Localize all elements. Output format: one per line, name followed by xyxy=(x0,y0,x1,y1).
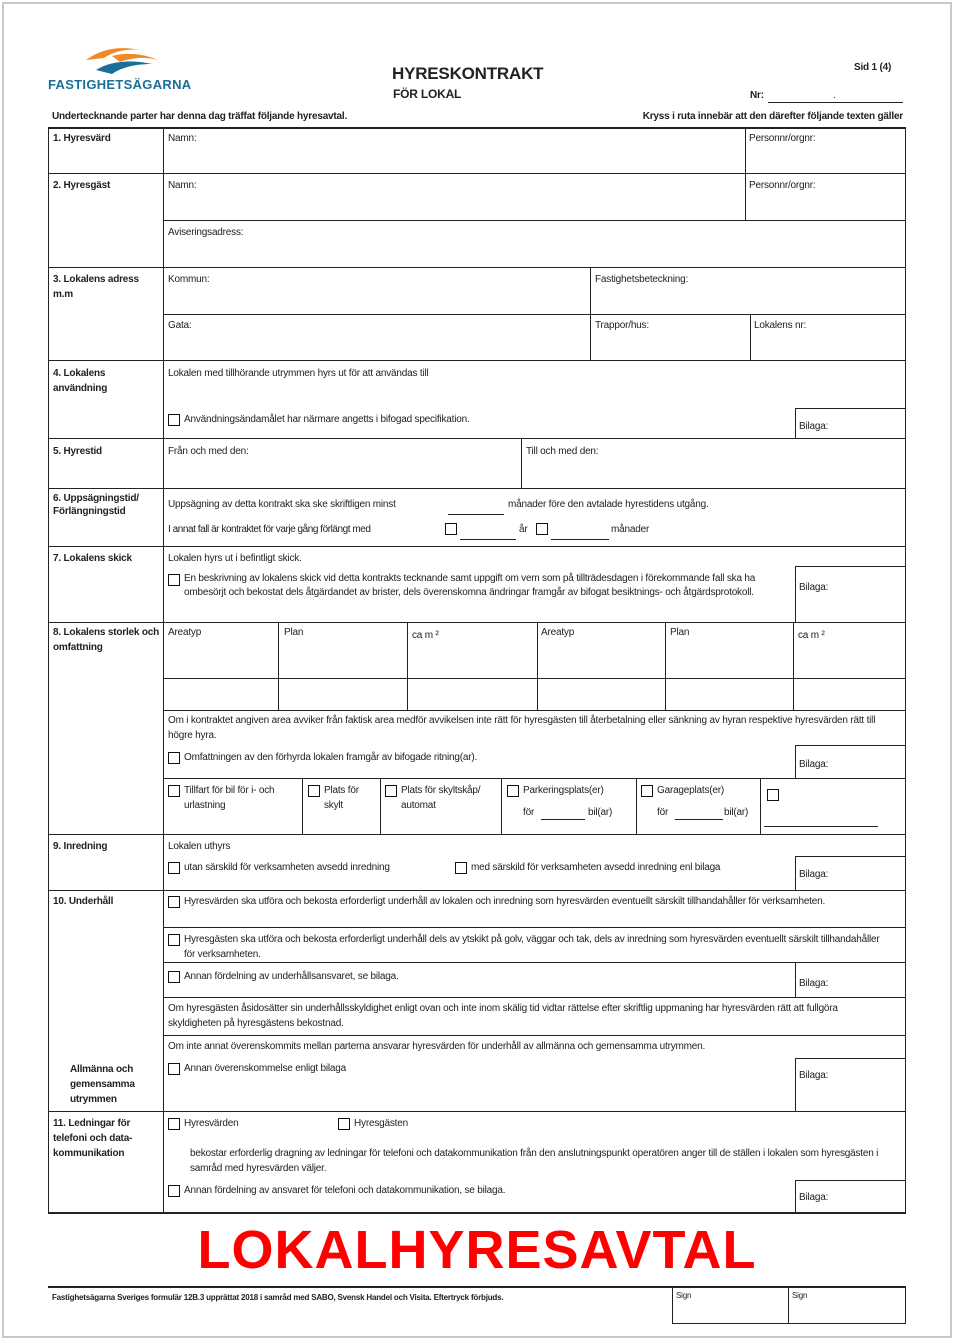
divider xyxy=(760,778,761,834)
without-furnishing-checkbox[interactable] xyxy=(168,862,180,874)
watermark: LOKALHYRESAVTAL xyxy=(197,1220,757,1280)
condition-protocol-checkbox[interactable] xyxy=(168,574,180,586)
section-8-label: 8. Lokalens storlek och omfattning xyxy=(53,627,159,653)
area-deviation-text: Om i kontraktet angiven area avviker från faktisk area medför avvikelsen inte rätt för hyresgästen till återbetalning eller sänkning av hyran respektive hyresvärden rätt till högre hyra. xyxy=(168,715,876,741)
divider xyxy=(795,1180,905,1181)
attachment-field[interactable]: Bilaga: xyxy=(799,1192,829,1203)
section-5-label: 5. Hyrestid xyxy=(53,446,102,457)
parking-checkbox[interactable] xyxy=(507,785,519,797)
divider xyxy=(750,314,751,360)
divider xyxy=(48,546,906,547)
drawings-checkbox[interactable] xyxy=(168,752,180,764)
notice-months-field[interactable] xyxy=(448,514,504,515)
divider xyxy=(302,778,303,834)
parking-count-field[interactable] xyxy=(541,819,585,820)
divider xyxy=(795,1058,796,1111)
area-column-header: Plan xyxy=(284,627,304,638)
property-designation-field[interactable]: Fastighetsbeteckning: xyxy=(595,274,689,285)
nr-dot: . xyxy=(833,90,836,101)
usage-spec-label: Användningsändamålet har närmare angetts i bifogad specifikation. xyxy=(184,414,470,425)
divider xyxy=(793,622,794,710)
notice-text-end: månader före den avtalade hyrestidens utgång. xyxy=(508,499,709,510)
tenant-cabling-checkbox[interactable] xyxy=(338,1118,350,1130)
divider xyxy=(636,778,637,834)
attachment-field[interactable]: Bilaga: xyxy=(799,869,829,880)
garage-cars-label: bil(ar) xyxy=(724,807,749,818)
divider xyxy=(795,408,796,438)
divider xyxy=(795,566,796,622)
landlord-name-field[interactable]: Namn: xyxy=(168,133,197,144)
garage-count-field[interactable] xyxy=(675,819,723,820)
divider xyxy=(163,927,906,928)
landlord-maintenance-label: Hyresvärden ska utföra och bekosta erforderligt underhåll av lokalen och inredning som hyresvärden eventuellt särskilt tillhandahåller för verksamheten. xyxy=(184,896,826,907)
tenant-maintenance-checkbox[interactable] xyxy=(168,934,180,946)
premises-number-field[interactable]: Lokalens nr: xyxy=(754,320,807,331)
divider xyxy=(795,566,905,567)
usage-text: Lokalen med tillhörande utrymmen hyrs ut för att användas till xyxy=(168,368,429,379)
area-column-header: Plan xyxy=(670,627,690,638)
area-column-header: ca m ² xyxy=(798,630,825,641)
divider xyxy=(48,1212,906,1214)
divider xyxy=(278,622,279,710)
logo-text: FASTIGHETSÄGARNA xyxy=(48,77,192,92)
without-furnishing-label: utan särskild för verksamheten avsedd inredning xyxy=(184,862,390,873)
divider xyxy=(48,1111,906,1112)
divider xyxy=(380,778,381,834)
section-7-label: 7. Lokalens skick xyxy=(53,553,132,564)
page-title: HYRESKONTRAKT xyxy=(392,64,544,83)
divider xyxy=(521,438,522,488)
area-column-header: ca m ² xyxy=(412,630,439,641)
extension-years-checkbox[interactable] xyxy=(445,523,457,535)
street-field[interactable]: Gata: xyxy=(168,320,192,331)
divider xyxy=(795,856,905,857)
sign-label-1: Sign xyxy=(676,1291,692,1300)
attachment-field[interactable]: Bilaga: xyxy=(799,1070,829,1081)
divider xyxy=(501,778,502,834)
garage-checkbox[interactable] xyxy=(641,785,653,797)
condition-text: Lokalen hyrs ut i befintligt skick. xyxy=(168,553,302,564)
table-right-border xyxy=(905,127,906,1213)
section-10-label: 10. Underhåll xyxy=(53,896,114,907)
loading-access-label: Tillfart för bil för i- och urlastning xyxy=(184,785,275,811)
landlord-cabling-checkbox[interactable] xyxy=(168,1118,180,1130)
end-date-field[interactable]: Till och med den: xyxy=(526,446,599,457)
divider xyxy=(48,622,906,623)
garage-for-label: för xyxy=(657,807,669,818)
table-left-border xyxy=(48,127,49,1213)
other-agreement-label: Annan överenskommelse enligt bilaga xyxy=(184,1063,346,1074)
other-cabling-checkbox[interactable] xyxy=(168,1185,180,1197)
divider xyxy=(163,710,906,711)
page-number: Sid 1 (4) xyxy=(854,62,892,73)
divider xyxy=(795,745,905,746)
sign-space-label: Plats för skylt xyxy=(324,785,359,811)
tenant-id-field[interactable]: Personnr/orgnr: xyxy=(749,180,816,191)
attachment-field[interactable]: Bilaga: xyxy=(799,759,829,770)
intro-text: Undertecknande parter har denna dag träffat följande hyresavtal. xyxy=(52,111,348,122)
start-date-field[interactable]: Från och med den: xyxy=(168,446,249,457)
divider xyxy=(48,890,906,891)
landlord-id-field[interactable]: Personnr/orgnr: xyxy=(749,133,816,144)
divider xyxy=(795,408,905,409)
instruction-text: Kryss i ruta innebär att den därefter följande texten gäller xyxy=(642,111,903,122)
divider xyxy=(48,127,906,129)
parking-cars-label: bil(ar) xyxy=(588,807,613,818)
section-6-label: 6. Uppsägningstid/ Förlängningstid xyxy=(53,493,139,517)
area-column-header: Areatyp xyxy=(168,627,202,638)
attachment-field[interactable]: Bilaga: xyxy=(799,582,829,593)
section-11-label: 11. Ledningar för telefoni och data-kommunikation xyxy=(53,1118,133,1159)
nr-label: Nr: xyxy=(750,90,764,101)
years-label: år xyxy=(519,524,528,535)
tenant-name-field[interactable]: Namn: xyxy=(168,180,197,191)
divider xyxy=(163,220,906,221)
common-areas-text: Om inte annat överenskommits mellan parterna ansvarar hyresvärden för underhåll av allmänna och gemensamma utrymmen. xyxy=(168,1041,706,1052)
section-3-label: 3. Lokalens adress m.m xyxy=(53,274,139,300)
extension-months-field[interactable] xyxy=(551,539,609,540)
garage-label: Garageplats(er) xyxy=(657,785,725,796)
sign-cabinet-label: Plats för skyltskåp/ automat xyxy=(401,785,481,811)
divider xyxy=(163,778,906,779)
label-column-divider xyxy=(163,127,164,1213)
with-furnishing-label: med särskild för verksamheten avsedd inredning enl bilaga xyxy=(471,862,721,873)
divider xyxy=(48,173,906,174)
drawings-label: Omfattningen av den förhyrda lokalen framgår av bifogade ritning(ar). xyxy=(184,752,478,763)
neglect-text: Om hyresgästen åsidosätter sin underhållsskyldighet enligt ovan och inte inom skälig tid vidtar rättelse efter skriftlig uppmaning har hyresvärden rätt att fullgöra skyldigheten på hyresgästens bekostnad. xyxy=(168,1003,838,1029)
divider xyxy=(407,622,408,710)
divider xyxy=(48,488,906,489)
divider xyxy=(163,1035,906,1036)
furnishing-text: Lokalen uthyrs xyxy=(168,841,231,852)
section-1-label: 1. Hyresvärd xyxy=(53,133,111,144)
section-4-label: 4. Lokalens användning xyxy=(53,368,108,394)
page-subtitle: FÖR LOKAL xyxy=(393,87,462,101)
area-column-header: Areatyp xyxy=(541,627,575,638)
other-maintenance-label: Annan fördelning av underhållsansvaret, se bilaga. xyxy=(184,971,399,982)
loading-access-checkbox[interactable] xyxy=(168,785,180,797)
divider xyxy=(795,856,796,890)
months-label: månader xyxy=(611,524,650,535)
divider xyxy=(745,127,746,220)
municipality-field[interactable]: Kommun: xyxy=(168,274,210,285)
parking-label: Parkeringsplats(er) xyxy=(523,785,604,796)
divider xyxy=(48,267,906,268)
divider xyxy=(795,1180,796,1212)
sign-cabinet-checkbox[interactable] xyxy=(385,785,397,797)
landlord-maintenance-checkbox[interactable] xyxy=(168,896,180,908)
divider xyxy=(48,360,906,361)
tenant-cabling-label: Hyresgästen xyxy=(354,1118,408,1129)
parking-for-label: för xyxy=(523,807,535,818)
landlord-cabling-label: Hyresvärden xyxy=(184,1118,239,1129)
usage-spec-checkbox[interactable] xyxy=(168,414,180,426)
divider xyxy=(795,1058,905,1059)
section-2-label: 2. Hyresgäst xyxy=(53,180,111,191)
attachment-field[interactable]: Bilaga: xyxy=(799,421,829,432)
divider xyxy=(795,745,796,778)
other-maintenance-checkbox[interactable] xyxy=(168,971,180,983)
section-9-label: 9. Inredning xyxy=(53,841,108,852)
extension-months-checkbox[interactable] xyxy=(536,523,548,535)
notice-text-start: Uppsägning av detta kontrakt ska ske skriftligen minst xyxy=(168,499,396,510)
other-option-checkbox[interactable] xyxy=(767,789,779,801)
common-areas-label: Allmänna och gemensamma utrymmen xyxy=(70,1064,135,1105)
sign-space-checkbox[interactable] xyxy=(308,785,320,797)
other-option-field[interactable] xyxy=(764,826,878,827)
cabling-text: bekostar erforderlig dragning av ledningar för telefoni och datakommunikation från den anslutningspunkt operatören anger till de ställen i lokalen som hyresgästen i samråd med hyresvärden väljer. xyxy=(190,1148,879,1174)
billing-address-field[interactable]: Aviseringsadress: xyxy=(168,227,244,238)
condition-protocol-label: En beskrivning av lokalens skick vid detta kontrakts tecknande samt uppgift om vem som på tillträdesdagen i förekommande fall ska ha ombesörjt och bekostat dels åtgärdandet av brister, dels överenskomna ändringar framgår av bifogat besiktnings- och åtgärdsprotokoll. xyxy=(184,573,756,598)
divider xyxy=(537,622,538,710)
tenant-maintenance-label: Hyresgästen ska utföra och bekosta erforderligt underhåll dels av ytskikt på golv, väggar och tak, dels av inredning som hyresvärden eventuellt särskilt tillhandahåller för verksamheten. xyxy=(184,934,880,960)
divider xyxy=(163,678,906,679)
fastighetsagarna-logo-icon xyxy=(82,44,162,78)
divider xyxy=(163,997,906,998)
divider xyxy=(48,438,906,439)
extension-years-field[interactable] xyxy=(460,539,516,540)
other-cabling-label: Annan fördelning av ansvaret för telefoni och datakommunikation, se bilaga. xyxy=(184,1185,506,1196)
sign-label-2: Sign xyxy=(792,1291,808,1300)
other-agreement-checkbox[interactable] xyxy=(168,1063,180,1075)
extension-text: I annat fall är kontraktet för varje gång förlängt med xyxy=(168,524,371,535)
divider xyxy=(163,314,906,315)
footer-text: Fastighetsägarna Sveriges formulär 12B.3 upprättat 2018 i samråd med SABO, Svensk Handel och Visita. Eftertryck förbjuds. xyxy=(52,1293,504,1302)
with-furnishing-checkbox[interactable] xyxy=(455,862,467,874)
attachment-field[interactable]: Bilaga: xyxy=(799,978,829,989)
divider xyxy=(590,267,591,360)
divider xyxy=(795,962,796,997)
floor-field[interactable]: Trappor/hus: xyxy=(595,320,649,331)
divider xyxy=(48,834,906,835)
divider xyxy=(665,622,666,710)
